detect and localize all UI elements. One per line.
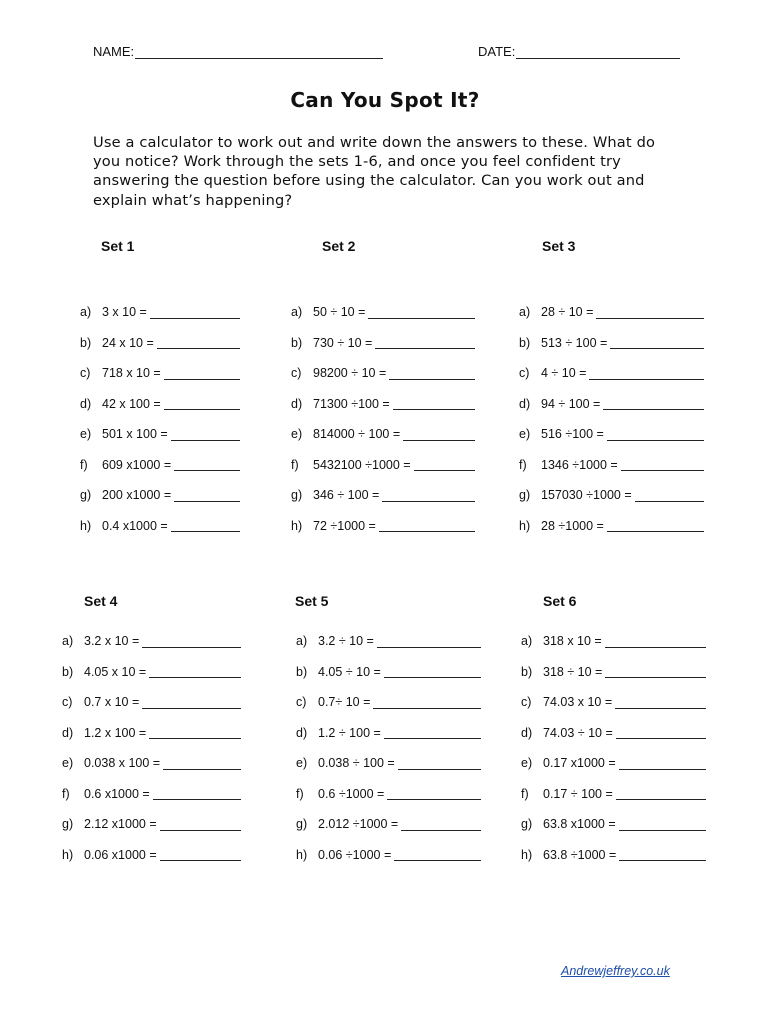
question-letter: b) bbox=[521, 664, 533, 679]
question-expression: 4.05 x 10 = bbox=[84, 664, 147, 679]
question-item bbox=[521, 687, 706, 718]
set-5-title: Set 5 bbox=[295, 593, 329, 609]
intro-text: Use a calculator to work out and write down the answers to these. What do you notice? Work through the sets 1-6, and once you feel confident try answering the question before using the calculator. Can you work out and explain what’s happening? bbox=[93, 134, 656, 209]
set-2-questions bbox=[291, 297, 475, 541]
question-letter: d) bbox=[291, 396, 303, 411]
question-expression: 94 ÷ 100 = bbox=[541, 396, 601, 411]
question-expression: 1.2 x 100 = bbox=[84, 725, 147, 740]
answer-blank[interactable] bbox=[615, 696, 706, 709]
answer-blank[interactable] bbox=[401, 818, 481, 831]
answer-blank[interactable] bbox=[607, 519, 704, 532]
answer-blank[interactable] bbox=[174, 458, 240, 471]
question-item bbox=[80, 450, 240, 481]
question-item bbox=[521, 779, 706, 810]
question-expression: 609 x1000 = bbox=[102, 457, 172, 472]
set-1-title: Set 1 bbox=[101, 238, 135, 254]
question-letter: e) bbox=[519, 427, 531, 442]
answer-blank[interactable] bbox=[621, 458, 704, 471]
answer-blank[interactable] bbox=[164, 367, 240, 380]
set-5-questions bbox=[296, 626, 481, 870]
answer-blank[interactable] bbox=[382, 489, 475, 502]
question-letter: e) bbox=[62, 756, 74, 771]
answer-blank[interactable] bbox=[150, 306, 240, 319]
question-letter: b) bbox=[62, 664, 74, 679]
answer-blank[interactable] bbox=[619, 848, 706, 861]
question-item bbox=[62, 748, 241, 779]
answer-blank[interactable] bbox=[373, 696, 481, 709]
answer-blank[interactable] bbox=[163, 757, 241, 770]
question-letter: a) bbox=[62, 634, 74, 649]
question-letter: c) bbox=[80, 366, 91, 381]
question-item bbox=[519, 450, 704, 481]
question-letter: g) bbox=[80, 488, 92, 503]
question-expression: 3 x 10 = bbox=[102, 305, 147, 320]
question-item bbox=[291, 419, 475, 450]
question-item bbox=[296, 718, 481, 749]
name-label: NAME: bbox=[93, 44, 135, 59]
question-item bbox=[62, 779, 241, 810]
question-item bbox=[296, 748, 481, 779]
question-item bbox=[519, 419, 704, 450]
question-item bbox=[296, 687, 481, 718]
question-expression: 63.8 ÷1000 = bbox=[543, 847, 617, 862]
question-item bbox=[296, 840, 481, 871]
question-expression: 0.038 ÷ 100 = bbox=[318, 756, 395, 771]
question-expression: 50 ÷ 10 = bbox=[313, 305, 366, 320]
question-letter: g) bbox=[62, 817, 74, 832]
answer-blank[interactable] bbox=[142, 696, 241, 709]
answer-blank[interactable] bbox=[394, 848, 481, 861]
question-letter: h) bbox=[62, 847, 74, 862]
question-item bbox=[296, 809, 481, 840]
question-item bbox=[80, 297, 240, 328]
question-item bbox=[521, 748, 706, 779]
question-letter: d) bbox=[521, 725, 533, 740]
question-expression: 3.2 x 10 = bbox=[84, 634, 140, 649]
question-expression: 0.6 ÷1000 = bbox=[318, 786, 385, 801]
question-letter: c) bbox=[291, 366, 302, 381]
answer-blank[interactable] bbox=[610, 336, 704, 349]
question-expression: 200 x1000 = bbox=[102, 488, 172, 503]
question-item bbox=[296, 657, 481, 688]
footer-website-link[interactable]: Andrewjeffrey.co.uk bbox=[561, 964, 670, 978]
question-expression: 28 ÷ 10 = bbox=[541, 305, 594, 320]
question-expression: 814000 ÷ 100 = bbox=[313, 427, 401, 442]
question-letter: c) bbox=[296, 695, 307, 710]
question-item bbox=[291, 358, 475, 389]
question-expression: 318 x 10 = bbox=[543, 634, 602, 649]
question-item bbox=[291, 480, 475, 511]
answer-blank[interactable] bbox=[153, 787, 241, 800]
answer-blank[interactable] bbox=[605, 635, 706, 648]
question-expression: 98200 ÷ 10 = bbox=[313, 366, 387, 381]
question-item bbox=[519, 297, 704, 328]
question-item bbox=[62, 687, 241, 718]
answer-blank[interactable] bbox=[596, 306, 704, 319]
question-letter: b) bbox=[80, 335, 92, 350]
set-2-title: Set 2 bbox=[322, 238, 356, 254]
question-letter: b) bbox=[296, 664, 308, 679]
question-expression: 4 ÷ 10 = bbox=[541, 366, 587, 381]
question-item bbox=[519, 328, 704, 359]
question-item bbox=[80, 389, 240, 420]
answer-blank[interactable] bbox=[142, 635, 241, 648]
answer-blank[interactable] bbox=[379, 519, 475, 532]
question-expression: 1346 ÷1000 = bbox=[541, 457, 618, 472]
question-letter: f) bbox=[80, 457, 88, 472]
answer-blank[interactable] bbox=[160, 848, 241, 861]
set-6-title: Set 6 bbox=[543, 593, 577, 609]
question-expression: 71300 ÷100 = bbox=[313, 396, 390, 411]
answer-blank[interactable] bbox=[389, 367, 475, 380]
question-item bbox=[291, 389, 475, 420]
question-item bbox=[80, 358, 240, 389]
answer-blank[interactable] bbox=[160, 818, 241, 831]
question-item bbox=[80, 480, 240, 511]
answer-blank[interactable] bbox=[384, 726, 481, 739]
question-item bbox=[296, 779, 481, 810]
question-expression: 74.03 x 10 = bbox=[543, 695, 613, 710]
answer-blank[interactable] bbox=[605, 665, 706, 678]
question-item bbox=[521, 626, 706, 657]
question-expression: 74.03 ÷ 10 = bbox=[543, 725, 613, 740]
question-letter: f) bbox=[296, 786, 304, 801]
question-letter: f) bbox=[291, 457, 299, 472]
question-item bbox=[519, 511, 704, 542]
question-letter: h) bbox=[521, 847, 533, 862]
question-letter: c) bbox=[62, 695, 73, 710]
question-expression: 513 ÷ 100 = bbox=[541, 335, 608, 350]
question-expression: 718 x 10 = bbox=[102, 366, 161, 381]
answer-blank[interactable] bbox=[174, 489, 240, 502]
answer-blank[interactable] bbox=[377, 635, 481, 648]
question-expression: 0.06 x1000 = bbox=[84, 847, 157, 862]
question-item bbox=[291, 450, 475, 481]
answer-blank[interactable] bbox=[164, 397, 240, 410]
date-label: DATE: bbox=[478, 44, 516, 59]
question-letter: c) bbox=[519, 366, 530, 381]
date-line[interactable] bbox=[516, 44, 680, 59]
question-item bbox=[80, 328, 240, 359]
question-letter: f) bbox=[519, 457, 527, 472]
answer-blank[interactable] bbox=[414, 458, 475, 471]
question-expression: 0.06 ÷1000 = bbox=[318, 847, 392, 862]
question-letter: h) bbox=[296, 847, 308, 862]
set-4-title: Set 4 bbox=[84, 593, 118, 609]
question-expression: 0.6 x1000 = bbox=[84, 786, 150, 801]
answer-blank[interactable] bbox=[393, 397, 475, 410]
question-item bbox=[521, 840, 706, 871]
date-field[interactable] bbox=[478, 44, 680, 59]
question-item bbox=[296, 626, 481, 657]
question-expression: 0.4 x1000 = bbox=[102, 518, 168, 533]
question-item bbox=[62, 657, 241, 688]
question-expression: 72 ÷1000 = bbox=[313, 518, 376, 533]
name-field[interactable] bbox=[93, 44, 383, 59]
question-letter: a) bbox=[296, 634, 308, 649]
question-expression: 4.05 ÷ 10 = bbox=[318, 664, 381, 679]
answer-blank[interactable] bbox=[171, 428, 240, 441]
question-item bbox=[80, 511, 240, 542]
answer-blank[interactable] bbox=[398, 757, 481, 770]
question-expression: 318 ÷ 10 = bbox=[543, 664, 603, 679]
question-letter: g) bbox=[296, 817, 308, 832]
question-item bbox=[62, 626, 241, 657]
question-expression: 2.12 x1000 = bbox=[84, 817, 157, 832]
question-expression: 157030 ÷1000 = bbox=[541, 488, 632, 503]
question-letter: f) bbox=[62, 786, 70, 801]
question-letter: c) bbox=[521, 695, 532, 710]
question-letter: g) bbox=[521, 817, 533, 832]
question-letter: h) bbox=[291, 518, 303, 533]
question-item bbox=[519, 480, 704, 511]
answer-blank[interactable] bbox=[171, 519, 240, 532]
question-letter: b) bbox=[519, 335, 531, 350]
answer-blank[interactable] bbox=[589, 367, 704, 380]
question-item bbox=[80, 419, 240, 450]
question-item bbox=[291, 511, 475, 542]
question-item bbox=[519, 389, 704, 420]
set-1-questions bbox=[80, 297, 240, 541]
question-letter: a) bbox=[80, 305, 92, 320]
question-expression: 0.038 x 100 = bbox=[84, 756, 161, 771]
question-letter: e) bbox=[80, 427, 92, 442]
question-expression: 42 x 100 = bbox=[102, 396, 161, 411]
set-6-questions bbox=[521, 626, 706, 870]
name-line[interactable] bbox=[135, 44, 383, 59]
question-item bbox=[521, 809, 706, 840]
question-letter: h) bbox=[80, 518, 92, 533]
question-letter: e) bbox=[291, 427, 303, 442]
question-expression: 0.7÷ 10 = bbox=[318, 695, 371, 710]
answer-blank[interactable] bbox=[387, 787, 481, 800]
answer-blank[interactable] bbox=[157, 336, 240, 349]
answer-blank[interactable] bbox=[603, 397, 704, 410]
question-item bbox=[62, 840, 241, 871]
question-expression: 3.2 ÷ 10 = bbox=[318, 634, 374, 649]
question-letter: d) bbox=[62, 725, 74, 740]
question-expression: 0.7 x 10 = bbox=[84, 695, 140, 710]
question-letter: f) bbox=[521, 786, 529, 801]
set-3-title: Set 3 bbox=[542, 238, 576, 254]
answer-blank[interactable] bbox=[619, 757, 706, 770]
answer-blank[interactable] bbox=[149, 665, 241, 678]
question-letter: d) bbox=[296, 725, 308, 740]
question-letter: g) bbox=[519, 488, 531, 503]
question-expression: 5432100 ÷1000 = bbox=[313, 457, 411, 472]
answer-blank[interactable] bbox=[403, 428, 475, 441]
question-expression: 501 x 100 = bbox=[102, 427, 168, 442]
question-expression: 516 ÷100 = bbox=[541, 427, 604, 442]
question-letter: e) bbox=[296, 756, 308, 771]
answer-blank[interactable] bbox=[149, 726, 241, 739]
question-letter: h) bbox=[519, 518, 531, 533]
question-item bbox=[62, 809, 241, 840]
answer-blank[interactable] bbox=[616, 726, 706, 739]
question-expression: 28 ÷1000 = bbox=[541, 518, 604, 533]
question-expression: 346 ÷ 100 = bbox=[313, 488, 380, 503]
question-expression: 1.2 ÷ 100 = bbox=[318, 725, 381, 740]
question-letter: d) bbox=[519, 396, 531, 411]
answer-blank[interactable] bbox=[607, 428, 704, 441]
set-4-questions bbox=[62, 626, 241, 870]
answer-blank[interactable] bbox=[375, 336, 475, 349]
answer-blank[interactable] bbox=[635, 489, 704, 502]
question-item bbox=[291, 328, 475, 359]
question-expression: 730 ÷ 10 = bbox=[313, 335, 373, 350]
question-item bbox=[62, 718, 241, 749]
question-item bbox=[521, 657, 706, 688]
question-letter: e) bbox=[521, 756, 533, 771]
answer-blank[interactable] bbox=[616, 787, 706, 800]
question-expression: 24 x 10 = bbox=[102, 335, 154, 350]
question-letter: a) bbox=[521, 634, 533, 649]
question-expression: 2.012 ÷1000 = bbox=[318, 817, 399, 832]
question-item bbox=[519, 358, 704, 389]
question-letter: a) bbox=[291, 305, 303, 320]
question-item bbox=[521, 718, 706, 749]
question-item bbox=[291, 297, 475, 328]
answer-blank[interactable] bbox=[384, 665, 481, 678]
question-expression: 63.8 x1000 = bbox=[543, 817, 616, 832]
answer-blank[interactable] bbox=[619, 818, 706, 831]
question-letter: d) bbox=[80, 396, 92, 411]
question-expression: 0.17 x1000 = bbox=[543, 756, 616, 771]
question-expression: 0.17 ÷ 100 = bbox=[543, 786, 613, 801]
page-title: Can You Spot It? bbox=[290, 88, 480, 112]
answer-blank[interactable] bbox=[368, 306, 475, 319]
set-3-questions bbox=[519, 297, 704, 541]
question-letter: g) bbox=[291, 488, 303, 503]
question-letter: b) bbox=[291, 335, 303, 350]
question-letter: a) bbox=[519, 305, 531, 320]
